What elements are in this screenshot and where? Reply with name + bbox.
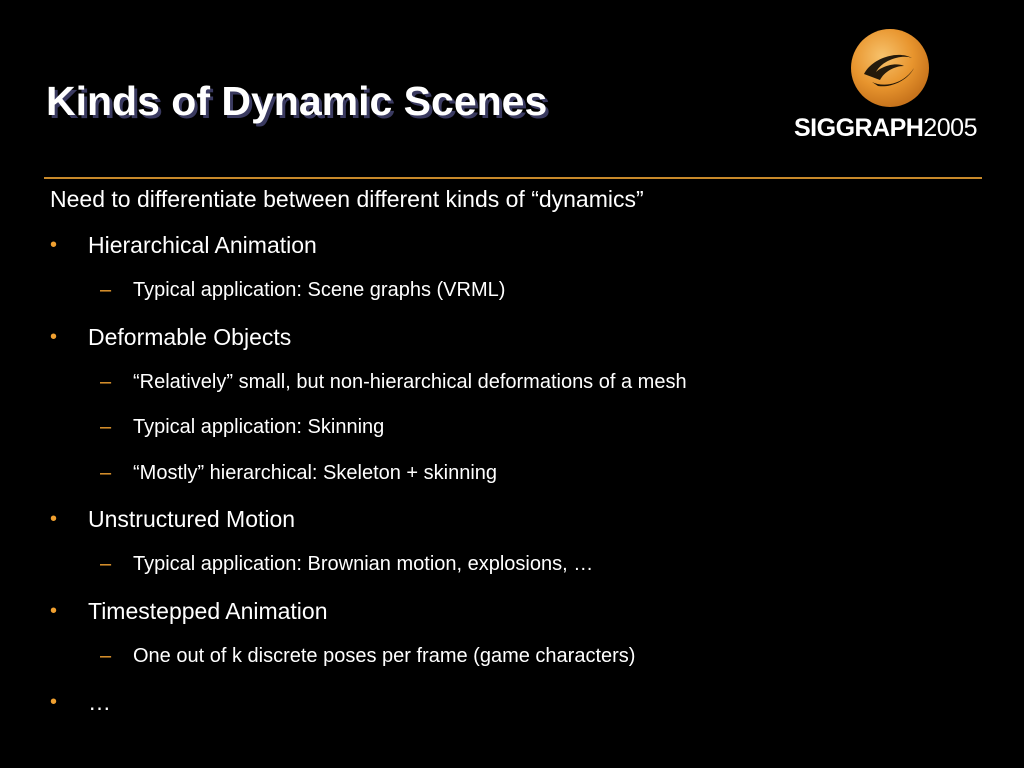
bullet-marker: • — [50, 599, 58, 622]
sub-bullet-text: “Mostly” hierarchical: Skeleton + skinning — [133, 461, 498, 484]
sub-bullet-text: One out of k discrete poses per frame (game characters) — [133, 644, 636, 667]
bullet-marker: • — [50, 234, 58, 256]
bullet-list — [50, 230, 1000, 733]
siggraph-logo-text — [794, 114, 977, 143]
sub-bullet-marker: – — [100, 553, 112, 575]
sub-bullet-item — [50, 550, 1000, 596]
slide-body — [50, 184, 1000, 733]
logo-text-year: 2005 — [923, 114, 977, 142]
bullet-text: Timestepped Animation — [88, 597, 328, 624]
sub-bullet-marker: – — [100, 279, 112, 301]
slide-title: Kinds of Dynamic Scenes — [46, 78, 548, 124]
sub-bullet-item — [50, 276, 1000, 322]
siggraph-orb-icon — [850, 28, 930, 108]
siggraph-logo — [794, 28, 994, 148]
sub-bullet-marker: – — [100, 416, 112, 438]
bullet-text: Deformable Objects — [88, 323, 292, 350]
sub-bullet-marker: – — [100, 461, 112, 484]
bullet-marker: • — [50, 508, 58, 530]
sub-bullet-text: “Relatively” small, but non-hierarchical deformations of a mesh — [133, 370, 687, 393]
bullet-text: Hierarchical Animation — [88, 232, 317, 258]
sub-bullet-text: Typical application: Scene graphs (VRML) — [133, 279, 506, 301]
logo-text-bold: SIGGRAPH — [794, 114, 924, 142]
bullet-item — [50, 504, 1000, 550]
bullet-item — [50, 322, 1000, 368]
bullet-item — [50, 596, 1000, 642]
title-divider — [44, 177, 982, 179]
bullet-marker: • — [50, 325, 58, 348]
intro-text: Need to differentiate between different kinds of “dynamics” — [50, 186, 644, 212]
bullet-text: … — [88, 689, 111, 715]
sub-bullet-item — [50, 459, 1000, 505]
sub-bullet-text: Typical application: Skinning — [133, 416, 385, 438]
bullet-item — [50, 687, 1000, 733]
bullet-marker: • — [50, 691, 58, 713]
sub-bullet-item — [50, 413, 1000, 459]
bullet-item — [50, 230, 1000, 276]
sub-bullet-marker: – — [100, 370, 112, 393]
sub-bullet-text: Typical application: Brownian motion, explosions, … — [133, 553, 594, 575]
sub-bullet-marker: – — [100, 644, 112, 667]
sub-bullet-item — [50, 642, 1000, 688]
bullet-text: Unstructured Motion — [88, 506, 296, 532]
sub-bullet-item — [50, 368, 1000, 414]
